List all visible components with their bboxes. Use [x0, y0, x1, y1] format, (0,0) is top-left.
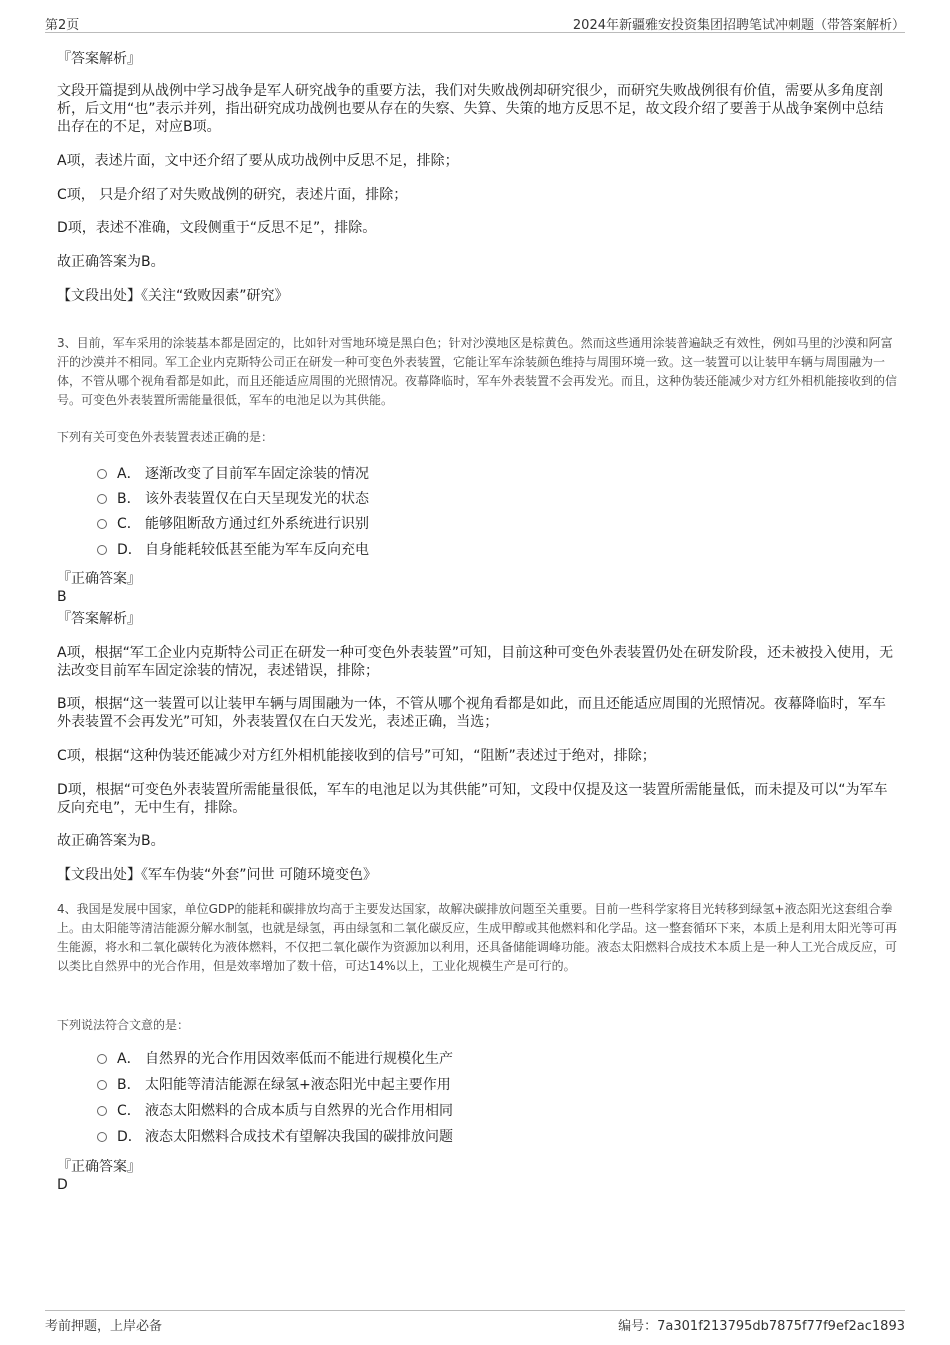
q4-question: 下列说法符合文意的是： [57, 1018, 190, 1032]
radio-icon[interactable] [97, 1080, 107, 1090]
q3-conclusion: 故正确答案为B。 [57, 833, 165, 849]
q3-source: 【文段出处】《军车伪装“外套”问世 可随环境变色》 [57, 867, 377, 883]
q3-passage: 3、目前，军车采用的涂装基本都是固定的，比如针对雪地环境是黑白色；针对沙漠地区是棕黄色。然而这些通用涂装普遍缺乏有效性，例如马里的沙漠和阿富汗的沙漠并不相同。军工企业内克斯特公司正在研发一种可变色外表装置，它能让军车涂装颜色维持与周围环境一致。这一装置可以让装甲车辆与周围融为一体，不管从哪个视角看都是如此，而且还能适应周围的光照情况。夜幕降临时，军车外表装置不会再发光。而且，这种伪装还能减少对方红外相机能接收到的信号。可变色外表装置所需能量很低，军车的电池足以为其供能。 [57, 336, 898, 407]
q3-option-b[interactable]: B． 该外表装置仅在白天呈现发光的状态 [97, 490, 369, 508]
q3-option-a[interactable]: A． 逐渐改变了目前军车固定涂装的情况 [97, 465, 369, 483]
q2-analysis-main: 文段开篇提到从战例中学习战争是军人研究战争的重要方法，我们对失败战例却研究很少，而研究失败战例很有价值，需要从多角度剖析，后文用“也”表示并列，指出研究成功战例也要从存在的失察、失算、失策的地方反思不足，故文段介绍了要善于从战争案例中总结出存在的不足，对应B项。 [57, 83, 884, 135]
q4-option-c[interactable]: C． 液态太阳燃料的合成本质与自然界的光合作用相同 [97, 1102, 453, 1120]
q3-answer: B [57, 589, 67, 605]
footer-slogan: 考前押题，上岸必备 [45, 1319, 163, 1334]
q3-analysis-label: 『答案解析』 [57, 611, 141, 627]
radio-icon[interactable] [97, 494, 107, 504]
q4-passage: 4、我国是发展中国家，单位GDP的能耗和碳排放均高于主要发达国家，故解决碳排放问题至关重要。目前一些科学家将目光转移到绿氢+液态阳光这套组合拳上。由太阳能等清洁能源分解水制氢，也就是绿氢，再由绿氢和二氧化碳反应，生成甲醇或其他燃料和化学品。这一整套循环下来，本质上是利用太阳光等可再生能源，将水和二氧化碳转化为液体燃料，不仅把二氧化碳作为资源加以利用，还具备储能调峰功能。液态太阳燃料合成技术本质上是一种人工光合成反应，可以类比自然界中的光合作用，但是效率增加了数十倍，可达14%以上，工业化规模生产是可行的。 [57, 902, 898, 973]
q4-answer: D [57, 1177, 68, 1193]
radio-icon[interactable] [97, 545, 107, 555]
q2-option-c-analysis: C项， 只是介绍了对失败战例的研究，表述片面，排除； [57, 187, 408, 203]
radio-icon[interactable] [97, 519, 107, 529]
q3-option-d-analysis: D项，根据“可变色外表装置所需能量很低，军车的电池足以为其供能”可知，文段中仅提及这一装置所需能量低，而未提及可以“为军车反向充电”，无中生有，排除。 [57, 782, 888, 816]
document-title: 2024年新疆雅安投资集团招聘笔试冲刺题（带答案解析） [572, 18, 905, 33]
page-number: 第2页 [45, 18, 80, 33]
document-id: 编号：7a301f213795db7875f77f9ef2ac1893 [618, 1319, 905, 1334]
q4-option-d[interactable]: D． 液态太阳燃料合成技术有望解决我国的碳排放问题 [97, 1128, 453, 1146]
radio-icon[interactable] [97, 1054, 107, 1064]
q3-option-c-analysis: C项，根据“这种伪装还能减少对方红外相机能接收到的信号”可知，“阻断”表述过于绝对，排除； [57, 748, 656, 764]
q3-answer-label: 『正确答案』 [57, 571, 141, 587]
q2-option-a-analysis: A项，表述片面，文中还介绍了要从成功战例中反思不足，排除； [57, 153, 459, 169]
q4-answer-label: 『正确答案』 [57, 1159, 141, 1175]
q4-option-b[interactable]: B． 太阳能等清洁能源在绿氢+液态阳光中起主要作用 [97, 1076, 451, 1094]
q2-source: 【文段出处】《关注“致败因素”研究》 [57, 288, 289, 304]
radio-icon[interactable] [97, 1132, 107, 1142]
q3-option-c[interactable]: C． 能够阻断敌方通过红外系统进行识别 [97, 515, 369, 533]
q4-option-a[interactable]: A． 自然界的光合作用因效率低而不能进行规模化生产 [97, 1050, 453, 1068]
radio-icon[interactable] [97, 1106, 107, 1116]
q3-option-d[interactable]: D． 自身能耗较低甚至能为军车反向充电 [97, 541, 369, 559]
q3-option-a-analysis: A项，根据“军工企业内克斯特公司正在研发一种可变色外表装置”可知，目前这种可变色外表装置仍处在研发阶段，还未被投入使用，无法改变目前军车固定涂装的情况，表述错误，排除； [57, 645, 894, 679]
page-header [45, 12, 905, 33]
page-footer [45, 1310, 905, 1334]
radio-icon[interactable] [97, 469, 107, 479]
q2-option-d-analysis: D项，表述不准确，文段侧重于“反思不足”，排除。 [57, 220, 377, 236]
q2-analysis-label: 『答案解析』 [57, 51, 141, 67]
q3-question: 下列有关可变色外表装置表述正确的是： [57, 430, 274, 444]
q3-option-b-analysis: B项，根据“这一装置可以让装甲车辆与周围融为一体，不管从哪个视角看都是如此，而且还能适应周围的光照情况。夜幕降临时，军车外表装置不会再发光”可知，外表装置仅在白天发光，表述正确，当选； [57, 696, 886, 730]
q2-conclusion: 故正确答案为B。 [57, 254, 165, 270]
